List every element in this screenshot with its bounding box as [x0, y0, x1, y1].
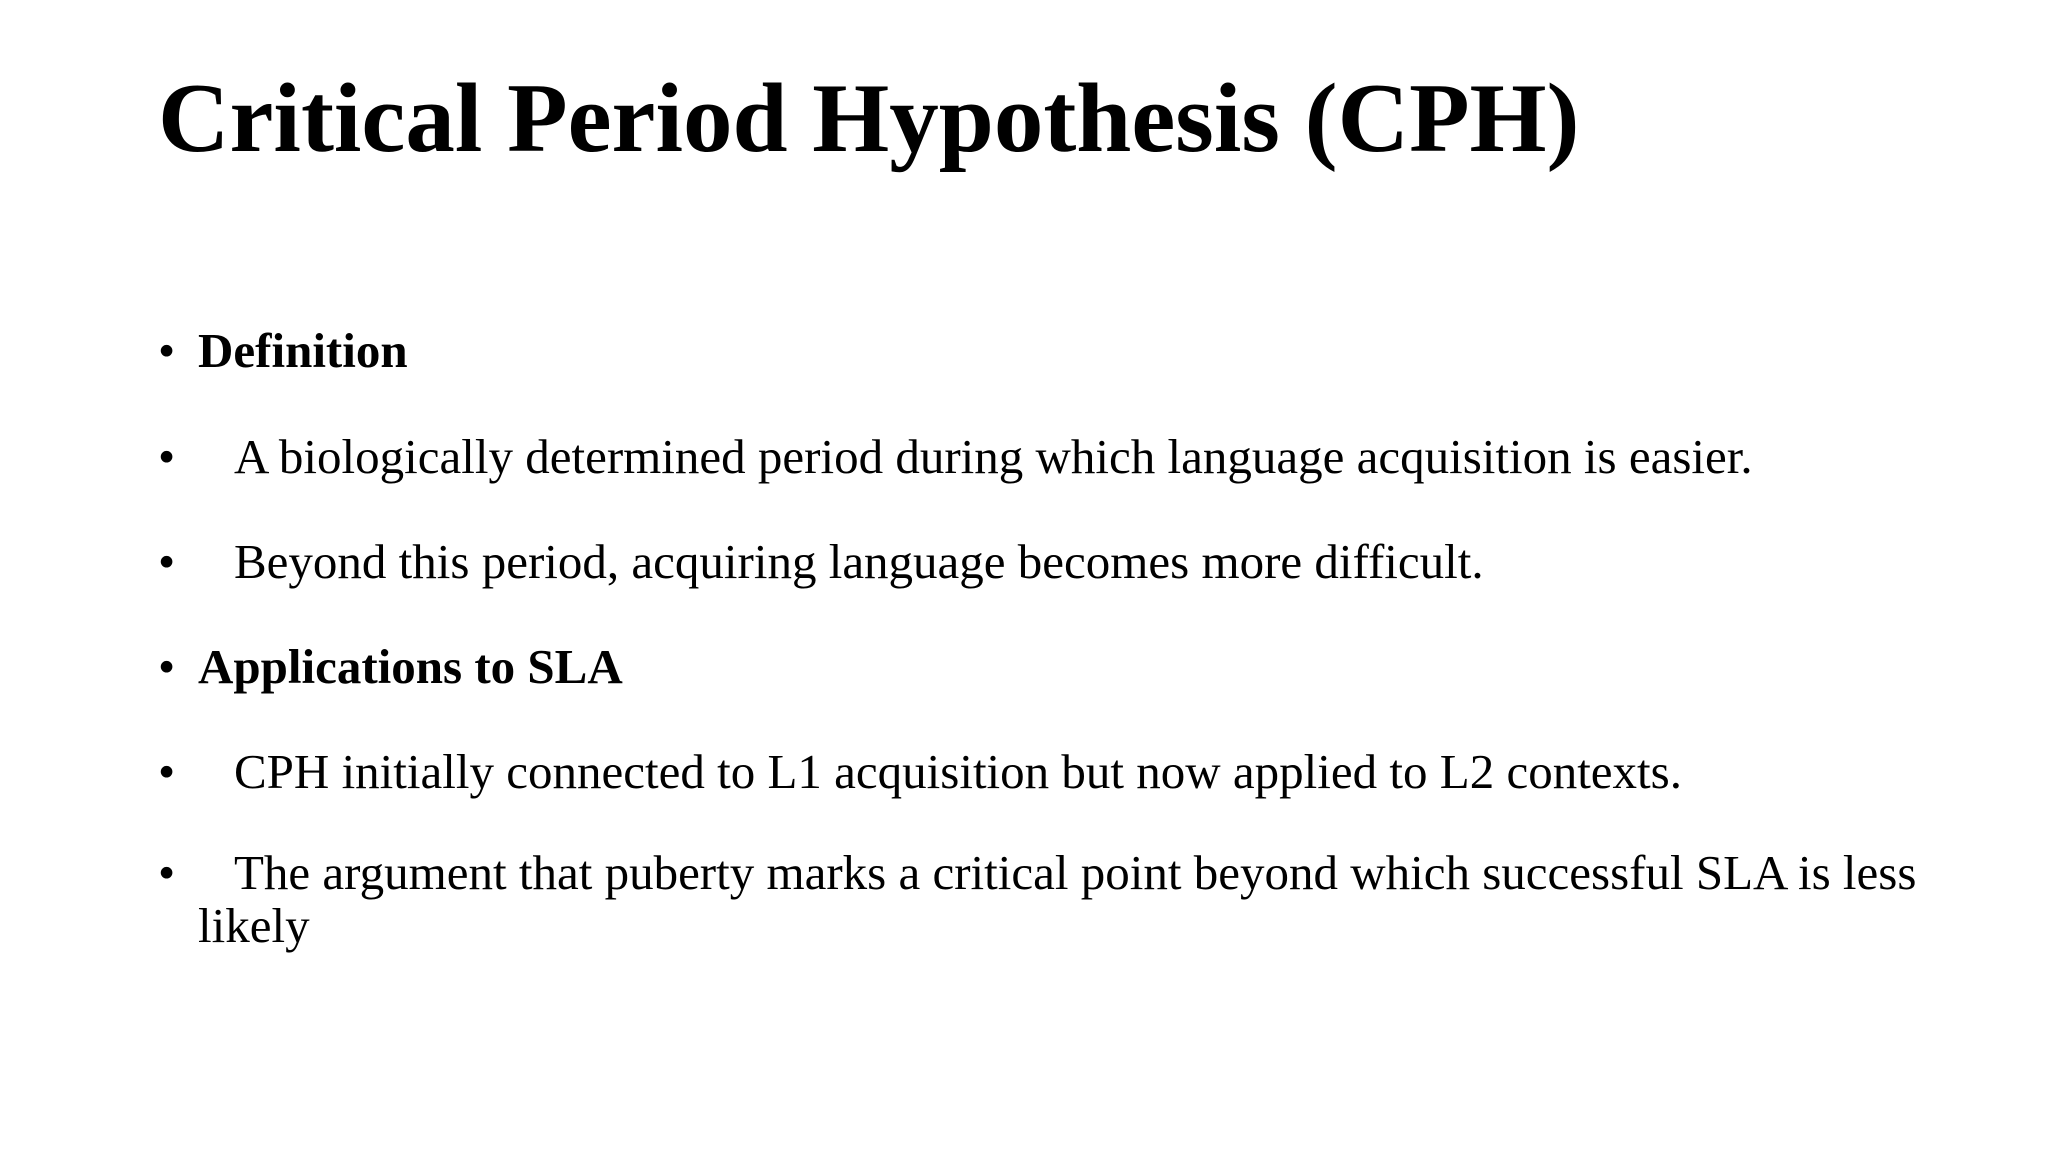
bullet-text: Beyond this period, acquiring language becomes more difficult. [234, 534, 1484, 589]
bullet-text: CPH initially connected to L1 acquisition but now applied to L2 contexts. [234, 744, 1682, 799]
bullet-icon: • [158, 639, 176, 694]
bullet-text: A biologically determined period during which language acquisition is easier. [234, 429, 1753, 484]
bullet-icon: • [158, 323, 176, 378]
slide-title: Critical Period Hypothesis (CPH) [158, 64, 1580, 173]
bullet-heading-applications [158, 640, 1918, 693]
bullet-item [158, 745, 1918, 798]
bullet-icon: • [158, 845, 176, 900]
bullet-item [158, 430, 1918, 483]
bullet-icon: • [158, 429, 176, 484]
bullet-text: Definition [198, 323, 408, 378]
bullet-item [158, 535, 1918, 588]
bullet-text: Applications to SLA [198, 639, 623, 694]
bullet-item [158, 846, 1918, 952]
bullet-heading-definition [158, 324, 1918, 377]
bullet-text: The argument that puberty marks a critical point beyond which successful SLA is less likely [198, 845, 1917, 953]
bullet-icon: • [158, 744, 176, 799]
bullet-icon: • [158, 534, 176, 589]
